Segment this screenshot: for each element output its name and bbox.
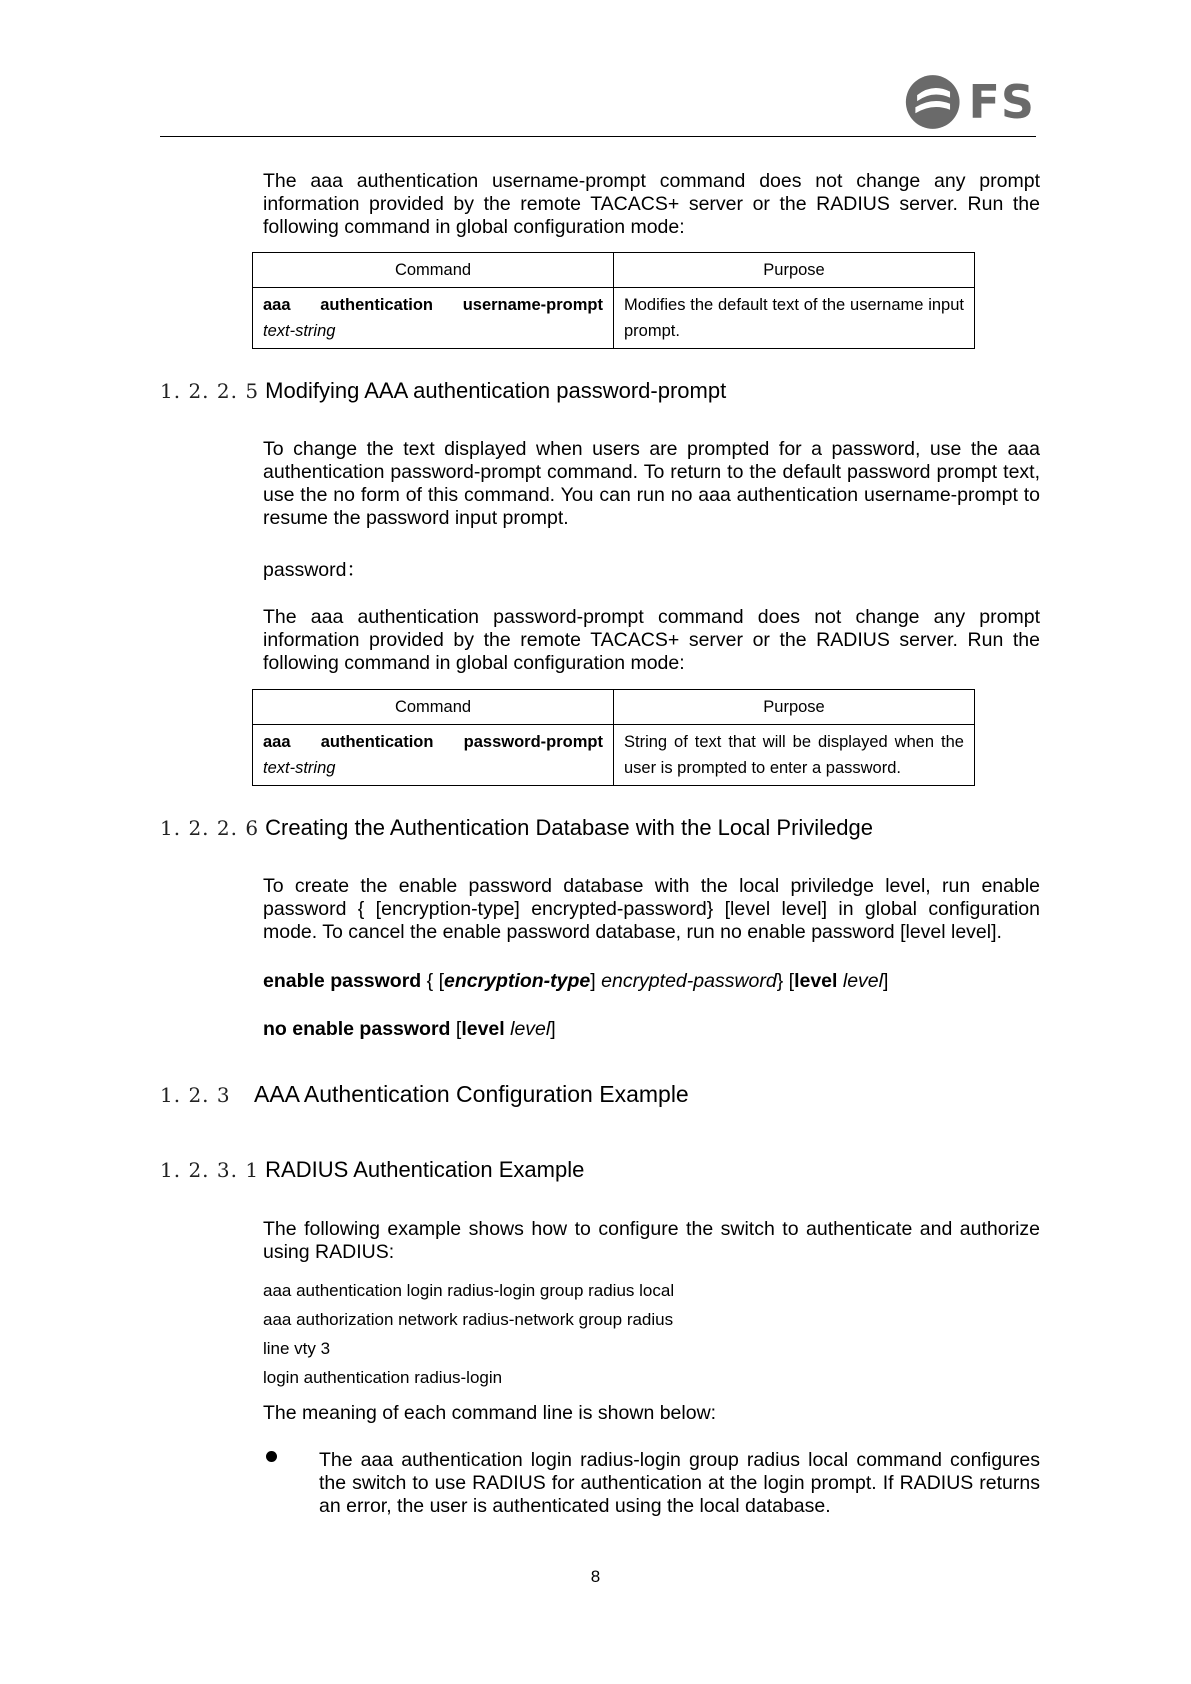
command-keywords: [263, 729, 603, 755]
syntax-text: ]: [550, 1018, 556, 1040]
command-cell: [253, 288, 614, 349]
section-title: AAA Authentication Configuration Example: [254, 1081, 689, 1107]
code-line: line vty 3: [263, 1339, 331, 1358]
command-argument: text-string: [263, 322, 336, 340]
bullet-paragraph: The aaa authentication login radius-login group radius local command configures the switch to use RADIUS for authentication at the login prompt. If RADIUS returns an error, the user is authenticated using the local database.: [319, 1449, 1040, 1517]
code-line: aaa authentication login radius-login group radius local: [263, 1281, 675, 1300]
section-heading-1-2-3: [160, 1081, 689, 1108]
section-number: 1. 2. 2. 5: [160, 379, 260, 403]
syntax-text: } [: [776, 970, 795, 992]
table-header-row: [253, 690, 975, 725]
bullet-dot-icon: [266, 1451, 277, 1462]
intro-paragraph: The aaa authentication username-prompt command does not change any prompt information provided by the remote TACACS+ server or the RADIUS server. Run the following command in global configuration mode:: [263, 170, 1040, 238]
fs-logo: [905, 68, 1035, 136]
section-heading-1-2-3-1: [160, 1157, 584, 1183]
section-heading-1-2-2-5: [160, 378, 726, 404]
section-number: 1. 2. 3. 1: [160, 1158, 260, 1182]
section-heading-1-2-2-6: [160, 815, 873, 841]
argument: level: [510, 1018, 551, 1040]
page-number: 8: [590, 1567, 601, 1586]
table-header-row: [253, 253, 975, 288]
enable-password-syntax: [263, 970, 1040, 993]
keyword: aaa: [263, 733, 291, 751]
code-line: login authentication radius-login: [263, 1368, 503, 1387]
paragraph: The meaning of each command line is shown below:: [263, 1402, 717, 1424]
syntax-text: ]: [882, 970, 889, 992]
table-row: [253, 725, 975, 786]
command-table-username-prompt: [252, 252, 975, 349]
keyword: encryption-type: [444, 970, 591, 992]
section-number: 1. 2. 2. 6: [160, 816, 260, 840]
syntax-text: { [: [421, 970, 444, 992]
section-number: 1. 2. 3: [160, 1083, 231, 1107]
section-title: RADIUS Authentication Example: [265, 1157, 585, 1182]
command-table-password-prompt: [252, 689, 975, 786]
keyword: level: [461, 1018, 505, 1040]
code-line: aaa authorization network radius-network group radius: [263, 1310, 674, 1329]
purpose-cell: Modifies the default text of the username input prompt.: [614, 288, 975, 349]
section-title: Creating the Authentication Database with the Local Priviledge: [265, 815, 873, 840]
command-argument: text-string: [263, 759, 336, 777]
keyword: authentication: [320, 296, 433, 314]
keyword: no enable password: [263, 1018, 451, 1040]
logo-text: FS: [968, 75, 1035, 129]
section-title: Modifying AAA authentication password-prompt: [265, 378, 727, 403]
paragraph: password：: [263, 559, 366, 581]
keyword: level: [794, 970, 838, 992]
paragraph: To change the text displayed when users are prompted for a password, use the aaa authentication password-prompt command. To return to the default password prompt text, use the no form of this command. You can run no aaa authentication username-prompt to resume the password input prompt.: [263, 438, 1040, 529]
keyword: aaa: [263, 296, 291, 314]
paragraph: To create the enable password database with the local priviledge level, run enable password { [encryption-type] encrypted-password} [level level] in global configuration mode. To cancel the enable password database, run no enable password [level level].: [263, 875, 1040, 943]
no-enable-password-syntax: [263, 1018, 1040, 1041]
fs-logo-icon: [905, 70, 960, 134]
purpose-cell: String of text that will be displayed when the user is prompted to enter a password.: [614, 725, 975, 786]
argument: encrypted-password: [601, 970, 777, 992]
header-purpose: Purpose: [614, 690, 975, 725]
keyword: authentication: [320, 733, 434, 751]
keyword: username-prompt: [462, 296, 603, 314]
keyword: password-prompt: [463, 733, 603, 751]
table-row: [253, 288, 975, 349]
paragraph: The aaa authentication password-prompt command does not change any prompt information provided by the remote TACACS+ server or the RADIUS server. Run the following command in global configuration mode:: [263, 606, 1040, 674]
command-cell: [253, 725, 614, 786]
argument: level: [842, 970, 883, 992]
header-command: Command: [253, 253, 614, 288]
header-command: Command: [253, 690, 614, 725]
paragraph: The following example shows how to configure the switch to authenticate and authorize using RADIUS:: [263, 1218, 1040, 1263]
syntax-text: ]: [590, 970, 602, 992]
header-purpose: Purpose: [614, 253, 975, 288]
command-keywords: [263, 292, 603, 318]
syntax-text: [: [450, 1018, 462, 1040]
header-rule: [160, 136, 1036, 137]
keyword: enable password: [263, 970, 422, 992]
